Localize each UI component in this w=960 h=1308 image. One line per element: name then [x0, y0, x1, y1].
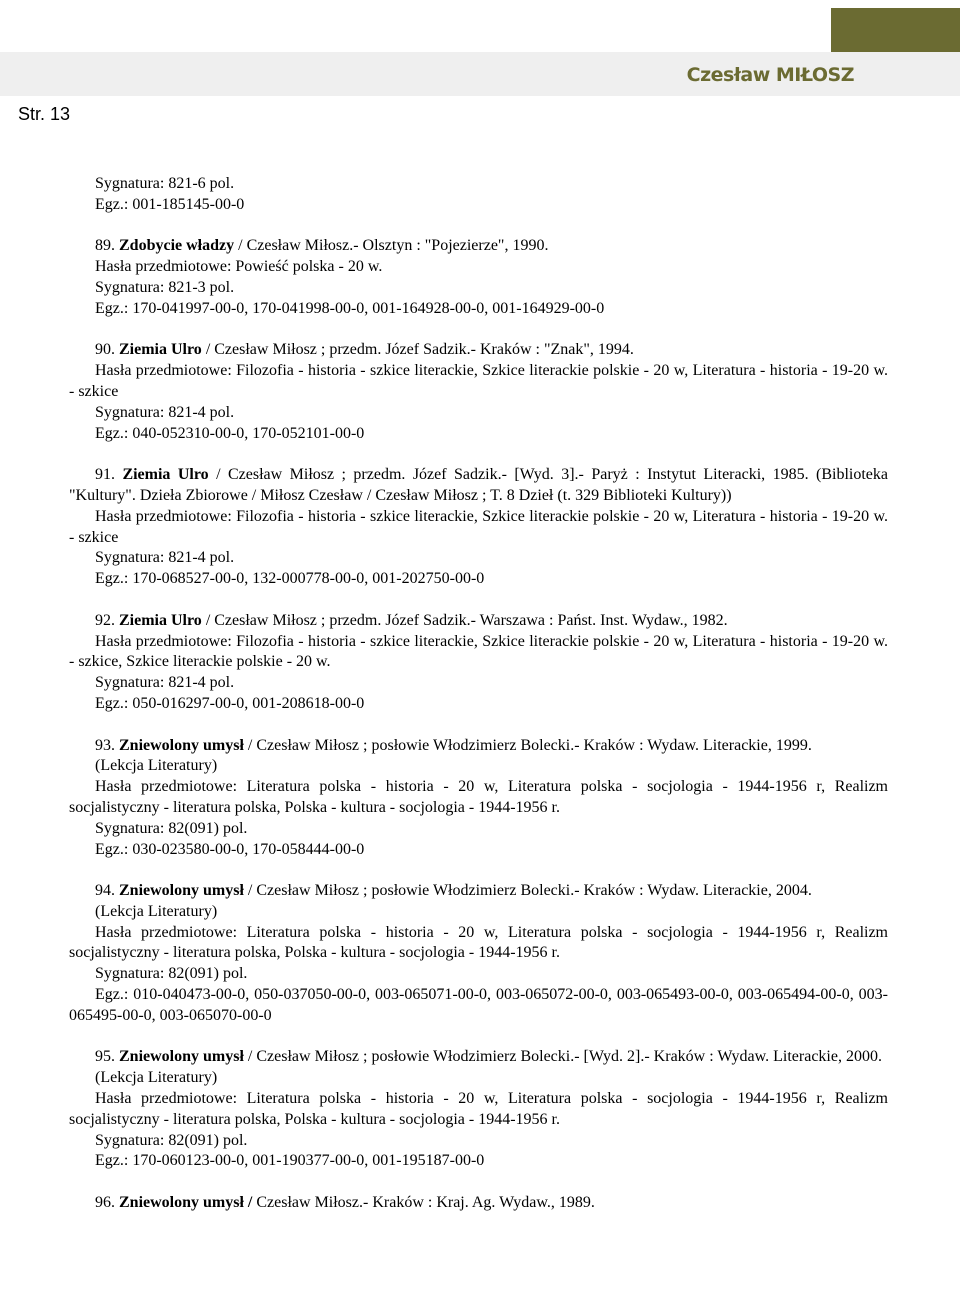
entry-call-number: Sygnatura: 821-4 pol. [95, 403, 235, 421]
bibliography-list [69, 174, 888, 1235]
list-item [69, 236, 888, 319]
entry-title: Zniewolony umysł [119, 1048, 244, 1066]
list-item [69, 881, 888, 1027]
entry-heading [69, 1047, 888, 1068]
entry-copies: Egz.: 170-060123-00-0, 001-190377-00-0, 001-195187-00-0 [95, 1152, 485, 1170]
entry-title: Zniewolony umysł / [119, 1194, 253, 1212]
entry-copies: Egz.: 001-185145-00-0 [95, 195, 245, 213]
entry-number: 90. [95, 341, 115, 359]
entry-copies: Egz.: 170-068527-00-0, 132-000778-00-0, 001-202750-00-0 [95, 570, 485, 588]
entry-heading [69, 881, 888, 902]
entry-series: (Lekcja Literatury) [95, 902, 218, 920]
entry-call-number: Sygnatura: 82(091) pol. [95, 965, 248, 983]
entry-subjects: Hasła przedmiotowe: Filozofia - historia - szkice literackie, Szkice literackie polskie - 20 w, Literatura - historia - 19-20 w. - szkice, Szkice literackie polskie - 20 w. [69, 632, 888, 671]
entry-copies: Egz.: 010-040473-00-0, 050-037050-00-0, 003-065071-00-0, 003-065072-00-0, 003-065493-00-0, 003-065494-00-0, 003-065495-00-0, 003-065070-00-0 [69, 986, 888, 1024]
list-item [69, 465, 888, 590]
entry-number: 94. [95, 882, 115, 900]
entry-heading [69, 736, 888, 757]
entry-subjects: Hasła przedmiotowe: Filozofia - historia - szkice literackie, Szkice literackie polskie - 20 w, Literatura - historia - 19-20 w. - szkice [69, 362, 888, 400]
entry-subjects: Hasła przedmiotowe: Literatura polska - historia - 20 w, Literatura polska - socjologia - 1944-1956 r, Realizm socjalistyczny - literatura polska, Polska - kultura - socjologia - 1944-1956 r. [69, 778, 888, 816]
entry-description: / Czesław Miłosz ; posłowie Włodzimierz Bolecki.- [Wyd. 2].- Kraków : Wydaw. Literackie, 2000. [243, 1048, 882, 1066]
entry-description: Czesław Miłosz.- Kraków : Kraj. Ag. Wydaw., 1989. [252, 1194, 595, 1212]
entry-call-number: Sygnatura: 82(091) pol. [95, 1131, 248, 1149]
entry-description: / Czesław Miłosz ; przedm. Józef Sadzik.- [Wyd. 3].- Paryż : Instytut Literacki, 1985. (Biblioteka "Kultury". Dzieła Zbiorowe / Miłosz Czesław / Czesław Miłosz ; T. 8 Dzieł (t. 329 Biblioteki Kultury)) [69, 466, 889, 504]
entry-description: / Czesław Miłosz ; przedm. Józef Sadzik.- Kraków : "Znak", 1994. [201, 341, 634, 359]
entry-subjects: Hasła przedmiotowe: Literatura polska - historia - 20 w, Literatura polska - socjologia - 1944-1956 r, Realizm socjalistyczny - literatura polska, Polska - kultura - socjologia - 1944-1956 r. [69, 1090, 888, 1128]
entry-description: / Czesław Miłosz.- Olsztyn : "Pojezierze", 1990. [234, 237, 549, 255]
entry-subjects: Hasła przedmiotowe: Filozofia - historia - szkice literackie, Szkice literackie polskie - 20 w, Literatura - historia - 19-20 w. - szkice [69, 507, 888, 546]
accent-block [831, 8, 960, 52]
entry-heading [69, 236, 888, 257]
entry-call-number: Sygnatura: 82(091) pol. [95, 819, 248, 837]
entry-title: Ziemia Ulro [119, 611, 202, 629]
entry-copies: Egz.: 040-052310-00-0, 170-052101-00-0 [95, 424, 365, 442]
list-item [69, 1193, 888, 1214]
entry-subjects: Hasła przedmiotowe: Literatura polska - historia - 20 w, Literatura polska - socjologia - 1944-1956 r, Realizm socjalistyczny - literatura polska, Polska - kultura - socjologia - 1944-1956 r. [69, 923, 888, 962]
entry-call-number: Sygnatura: 821-3 pol. [95, 278, 235, 296]
entry-heading [69, 340, 888, 361]
entry-number: 91. [95, 466, 115, 484]
entry-heading [69, 611, 888, 632]
list-item [69, 736, 888, 861]
entry-number: 92. [95, 611, 115, 629]
entry-copies: Egz.: 050-016297-00-0, 001-208618-00-0 [95, 694, 365, 712]
entry-copies: Egz.: 030-023580-00-0, 170-058444-00-0 [95, 840, 365, 858]
list-item [69, 340, 888, 444]
list-item [69, 1047, 888, 1172]
entry-description: / Czesław Miłosz ; przedm. Józef Sadzik.- Warszawa : Państ. Inst. Wydaw., 1982. [201, 611, 728, 629]
entry-title: Zniewolony umysł [119, 736, 244, 754]
list-item [69, 174, 888, 216]
list-item [69, 611, 888, 715]
entry-subjects: Hasła przedmiotowe: Powieść polska - 20 w. [95, 258, 383, 276]
entry-heading [69, 465, 888, 507]
entry-heading [69, 1193, 888, 1214]
entry-series: (Lekcja Literatury) [95, 1069, 218, 1087]
author-title: Czesław MIŁOSZ [686, 64, 854, 86]
entry-series: (Lekcja Literatury) [95, 757, 218, 775]
entry-title: Zdobycie władzy [119, 237, 235, 255]
entry-number: 89. [95, 237, 115, 255]
entry-description: / Czesław Miłosz ; posłowie Włodzimierz Bolecki.- Kraków : Wydaw. Literackie, 1999. [243, 736, 812, 754]
entry-number: 96. [95, 1194, 115, 1212]
page-number: Str. 13 [18, 104, 71, 124]
entry-title: Ziemia Ulro [119, 341, 202, 359]
entry-call-number: Sygnatura: 821-4 pol. [95, 549, 235, 567]
entry-call-number: Sygnatura: 821-4 pol. [95, 674, 235, 692]
entry-call-number: Sygnatura: 821-6 pol. [95, 175, 235, 192]
entry-number: 93. [95, 736, 115, 754]
entry-title: Ziemia Ulro [122, 466, 209, 484]
entry-title: Zniewolony umysł [119, 882, 244, 900]
entry-copies: Egz.: 170-041997-00-0, 170-041998-00-0, 001-164928-00-0, 001-164929-00-0 [95, 299, 605, 317]
entry-description: / Czesław Miłosz ; posłowie Włodzimierz Bolecki.- Kraków : Wydaw. Literackie, 2004. [243, 882, 812, 900]
entry-number: 95. [95, 1048, 115, 1066]
